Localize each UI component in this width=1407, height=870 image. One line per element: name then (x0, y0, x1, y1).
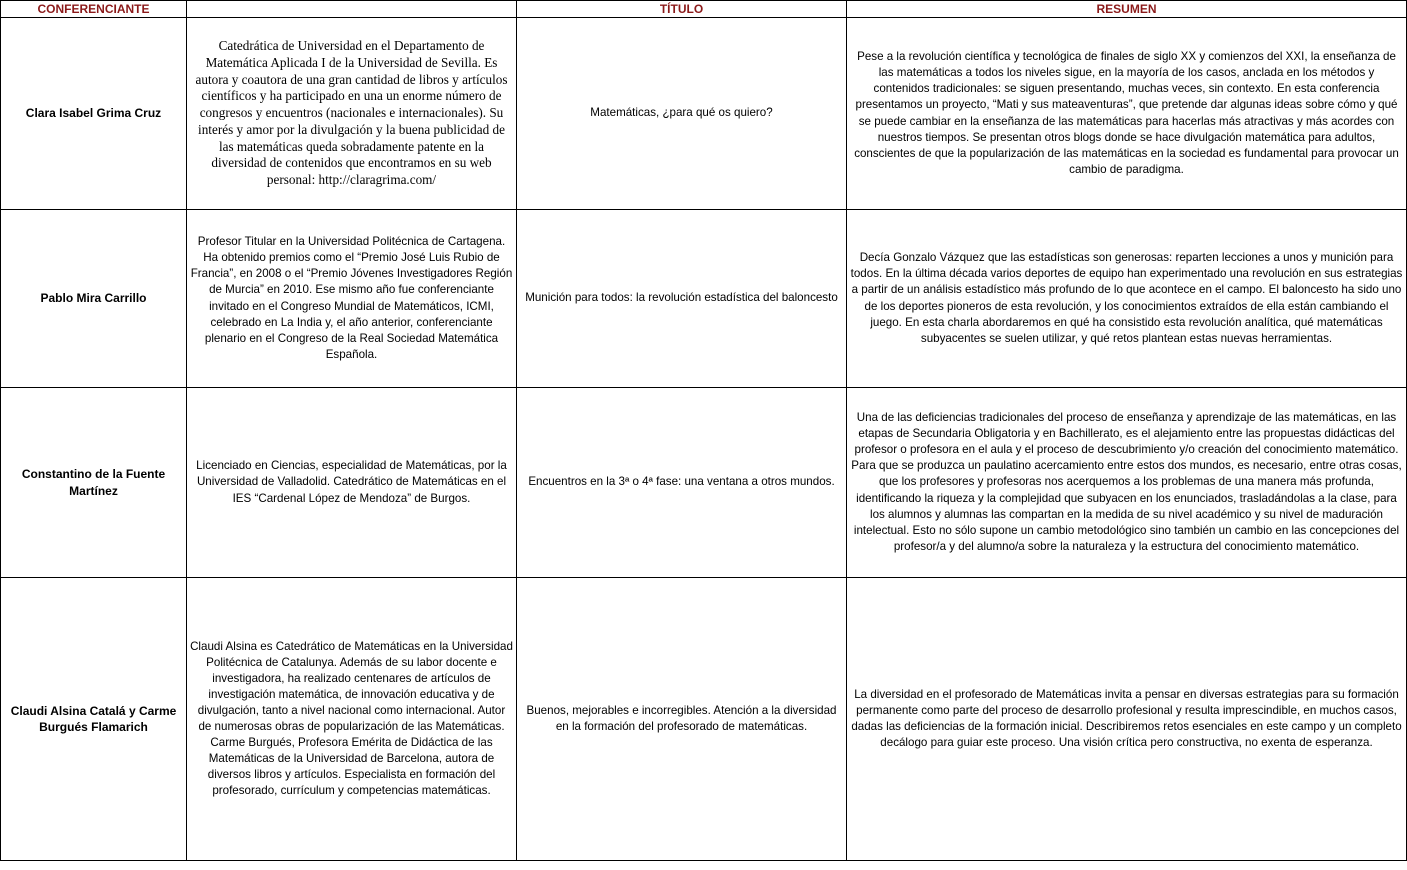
title-cell: Matemáticas, ¿para qué os quiero? (517, 18, 847, 210)
speaker-cell: Pablo Mira Carrillo (1, 210, 187, 388)
table-row (1, 388, 1407, 578)
bio-cell: Catedrática de Universidad en el Departamento de Matemática Aplicada I de la Universidad de Sevilla. Es autora y coautora de una gran cantidad de libros y artículos científicos y ha participado en una un enorme número de congresos y encuentros (nacionales e internacionales). Su interés y amor por la divulgación y la buena publicidad de las matemáticas queda sobradamente patente en la diversidad de contenidos que encontramos en su web personal: http://claragrima.com/ (187, 18, 517, 210)
title-cell: Buenos, mejorables e incorregibles. Atención a la diversidad en la formación del profesorado de matemáticas. (517, 578, 847, 861)
speaker-cell: Clara Isabel Grima Cruz (1, 18, 187, 210)
header-row (1, 1, 1407, 18)
summary-cell: Decía Gonzalo Vázquez que las estadísticas son generosas: reparten lecciones a unos y munición para todos. En la última década varios deportes de equipo han experimentado una revolución en sus estrategias a partir de un análisis estadístico más profundo de lo que acontece en el campo. El baloncesto ha sido uno de los deportes pioneros de esta revolución, y los conocimientos extraídos de ella están cambiando el juego. En esta charla abordaremos en qué ha consistido esta revolución analítica, qué matemáticas subyacentes se suelen utilizar, y qué retos plantean estas nuevas herramientas. (847, 210, 1407, 388)
header-summary: RESUMEN (847, 1, 1407, 18)
title-cell: Munición para todos: la revolución estadística del baloncesto (517, 210, 847, 388)
summary-cell: Una de las deficiencias tradicionales del proceso de enseñanza y aprendizaje de las matemáticas, en las etapas de Secundaria Obligatoria y en Bachillerato, es el alejamiento entre las propuestas didácticas del profesor o profesora en el aula y el proceso de descubrimiento y/o creación del conocimiento matemático. Para que se produzca un paulatino acercamiento entre estos dos mundos, es necesario, entre otras cosas, que los profesores y profesoras nos acerquemos a los problemas de una manera más profunda, identificando la riqueza y la complejidad que subyacen en los enunciados, trasladándolas a la clase, para los alumnos y alumnas las compartan en la medida de su nivel académico y su nivel de maduración intelectual. Esto no sólo supone un cambio metodológico sino también un cambio en las concepciones del profesor/a y del alumno/a sobre la naturaleza y la estructura del conocimiento matemático. (847, 388, 1407, 578)
summary-cell: Pese a la revolución científica y tecnológica de finales de siglo XX y comienzos del XXI, la enseñanza de las matemáticas a todos los niveles sigue, en la mayoría de los casos, anclada en los métodos y contenidos tradicionales: se siguen presentando, muchas veces, sin contexto. En esta conferencia presentamos un proyecto, “Mati y sus mateaventuras”, que pretende dar algunas ideas sobre cómo y qué se puede cambiar en la enseñanza de las matemáticas para hacerlas más atractivas y más acordes con nuestros tiempos. Se presentan otros blogs donde se hace divulgación matemática para adultos, conscientes de que la popularización de las matemáticas en la sociedad es fundamental para provocar un cambio de paradigma. (847, 18, 1407, 210)
table-row (1, 18, 1407, 210)
speaker-cell: Claudi Alsina Catalá y Carme Burgués Flamarich (1, 578, 187, 861)
header-bio-empty (187, 1, 517, 18)
summary-cell: La diversidad en el profesorado de Matemáticas invita a pensar en diversas estrategias para su formación permanente como parte del proceso de desarrollo profesional y resulta imprescindible, en muchos casos, dadas las deficiencias de la formación inicial. Describiremos retos esenciales en este campo y un completo decálogo para guiar este proceso. Una visión crítica pero constructiva, no exenta de esperanza. (847, 578, 1407, 861)
header-speaker: CONFERENCIANTE (1, 1, 187, 18)
table-row (1, 578, 1407, 861)
bio-cell: Profesor Titular en la Universidad Politécnica de Cartagena. Ha obtenido premios como el “Premio José Luis Rubio de Francia”, en 2008 o el “Premio Jóvenes Investigadores Región de Murcia” en 2010. Ese mismo año fue conferenciante invitado en el Congreso Mundial de Matemáticos, ICMI, celebrado en La India y, el año anterior, conferenciante plenario en el Congreso de la Real Sociedad Matemática Española. (187, 210, 517, 388)
title-cell: Encuentros en la 3ª o 4ª fase: una ventana a otros mundos. (517, 388, 847, 578)
header-title: TÍTULO (517, 1, 847, 18)
bio-cell: Claudi Alsina es Catedrático de Matemáticas en la Universidad Politécnica de Catalunya. Además de su labor docente e investigadora, ha realizado centenares de artículos de investigación matemática, de innovación educativa y de divulgación, tanto a nivel nacional como internacional. Autor de numerosas obras de popularización de las Matemáticas. Carme Burgués, Profesora Emérita de Didáctica de las Matemáticas de la Universidad de Barcelona, autora de diversos libros y artículos. Especialista en formación del profesorado, currículum y competencias matemáticas. (187, 578, 517, 861)
bio-cell: Licenciado en Ciencias, especialidad de Matemáticas, por la Universidad de Valladolid. Catedrático de Matemáticas en el IES “Cardenal López de Mendoza” de Burgos. (187, 388, 517, 578)
speaker-cell: Constantino de la Fuente Martínez (1, 388, 187, 578)
table-row (1, 210, 1407, 388)
